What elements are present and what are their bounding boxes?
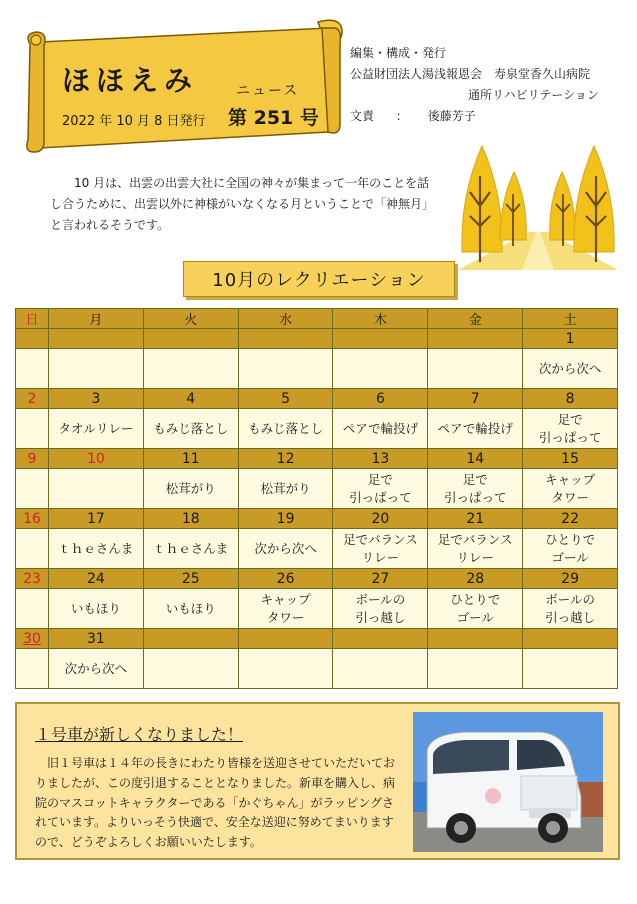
calendar-date (523, 629, 618, 649)
calendar-activity: 松茸がり (143, 469, 238, 509)
calendar-date (333, 329, 428, 349)
van-photo (413, 712, 603, 852)
issue-number: 第 251 号 (228, 107, 319, 129)
newsletter-title: ほほえみ (62, 64, 199, 97)
calendar-date (238, 629, 333, 649)
calendar-activity: ｔｈｅさんま (49, 529, 144, 569)
calendar-activity (523, 649, 618, 689)
calendar-activity: 足で 引っぱって (523, 409, 618, 449)
calendar-activity-row (16, 469, 618, 509)
calendar-activity (16, 349, 49, 389)
calendar-activity: 次から次へ (523, 349, 618, 389)
editor-label: 文責 (350, 109, 375, 123)
weekday-wed: 水 (238, 309, 333, 329)
calendar-date: 26 (238, 569, 333, 589)
weekday-thu: 木 (333, 309, 428, 329)
calendar-date: 12 (238, 449, 333, 469)
calendar-date (238, 329, 333, 349)
ginkgo-trees-illustration (458, 136, 618, 270)
calendar-activity-row (16, 529, 618, 569)
calendar-date: 18 (143, 509, 238, 529)
recreation-calendar (15, 308, 618, 689)
calendar-date: 21 (428, 509, 523, 529)
calendar-date: 7 (428, 389, 523, 409)
weekday-mon: 月 (49, 309, 144, 329)
calendar-activity-row (16, 349, 618, 389)
calendar-date (49, 329, 144, 349)
publisher-organization: 公益財団法人湯浅報恩会 寿泉堂香久山病院 (350, 67, 591, 81)
issue-date: 2022 年 10 月 8 日発行 (62, 114, 206, 129)
calendar-date-row (16, 509, 618, 529)
calendar-activity: キャップ タワー (523, 469, 618, 509)
calendar-activity: 松茸がり (238, 469, 333, 509)
calendar-activity (143, 349, 238, 389)
calendar-activity-row (16, 649, 618, 689)
calendar-date: 29 (523, 569, 618, 589)
calendar-date: 24 (49, 569, 144, 589)
calendar-date: 10 (49, 449, 144, 469)
calendar-date: 31 (49, 629, 144, 649)
calendar-activity: ひとりで ゴール (523, 529, 618, 569)
calendar-date: 14 (428, 449, 523, 469)
weekday-fri: 金 (428, 309, 523, 329)
intro-paragraph: 10 月は、出雲の出雲大社に全国の神々が集まって一年のことを話し合うために、出雲以外に神様がいなくなる月ということで「神無月」と言われるそうです。 (50, 176, 435, 232)
news-box (15, 702, 620, 860)
calendar-date: 1 (523, 329, 618, 349)
calendar-date: 27 (333, 569, 428, 589)
calendar-activity: 足で 引っぱって (333, 469, 428, 509)
calendar-date: 11 (143, 449, 238, 469)
calendar-body (16, 329, 618, 689)
newsletter-subtitle: ニュース (236, 83, 300, 99)
calendar-date-row (16, 329, 618, 349)
calendar-date (16, 329, 49, 349)
news-title: １号車が新しくなりました！ (35, 725, 244, 744)
calendar-date: 22 (523, 509, 618, 529)
calendar-date: 5 (238, 389, 333, 409)
calendar-activity: 足でバランス リレー (428, 529, 523, 569)
calendar-activity: キャップ タワー (238, 589, 333, 629)
recreation-title: 10月のレクリエーション (183, 261, 455, 297)
calendar-activity: 足でバランス リレー (333, 529, 428, 569)
calendar-weekday-row (16, 309, 618, 329)
editor-line (350, 106, 599, 127)
calendar-activity (333, 649, 428, 689)
calendar-activity: ボールの 引っ越し (333, 589, 428, 629)
calendar-date (143, 629, 238, 649)
calendar-activity (16, 649, 49, 689)
calendar-activity (16, 529, 49, 569)
calendar-activity: タオルリレー (49, 409, 144, 449)
calendar-date (143, 329, 238, 349)
calendar-activity: 次から次へ (238, 529, 333, 569)
masthead-scroll (22, 14, 344, 154)
news-body: 旧１号車は１４年の長きにわたり皆様を送迎させていただいておりましたが、この度引退することとなりました。新車を購入し、病院のマスコットキャラクターである「かぐちゃん」がラッピングされています。よりいっそう快適で、安全な送迎に努めてまいりますので、どうぞよろしくお願いいたします。 (35, 756, 396, 850)
weekday-sun: 日 (16, 309, 49, 329)
calendar-activity: ｔｈｅさんま (143, 529, 238, 569)
calendar-date (428, 329, 523, 349)
calendar-activity (16, 469, 49, 509)
weekday-sat: 土 (523, 309, 618, 329)
publisher-department: 通所リハビリテーション (468, 88, 599, 102)
calendar-date-row (16, 389, 618, 409)
calendar-activity: もみじ落とし (238, 409, 333, 449)
calendar-date-row (16, 629, 618, 649)
calendar-date: 20 (333, 509, 428, 529)
calendar-activity: 次から次へ (49, 649, 144, 689)
calendar-date: 17 (49, 509, 144, 529)
calendar-activity: ペアで輪投げ (428, 409, 523, 449)
calendar-activity (143, 649, 238, 689)
calendar-date: 15 (523, 449, 618, 469)
publisher-line1: 編集・構成・発行 (350, 46, 447, 60)
calendar-date (428, 629, 523, 649)
calendar-date: 2 (16, 389, 49, 409)
calendar-activity (428, 349, 523, 389)
editor-separator: ： (395, 109, 408, 123)
calendar-date: 19 (238, 509, 333, 529)
calendar-date: 23 (16, 569, 49, 589)
calendar-date-row (16, 569, 618, 589)
calendar-activity (333, 349, 428, 389)
calendar-activity (49, 469, 144, 509)
editor-name: 後藤芳子 (427, 109, 476, 123)
calendar-date: 28 (428, 569, 523, 589)
calendar-activity: いもほり (143, 589, 238, 629)
calendar-date: 9 (16, 449, 49, 469)
publisher-info (350, 43, 599, 127)
calendar-date: 4 (143, 389, 238, 409)
calendar-activity: ボールの 引っ越し (523, 589, 618, 629)
weekday-tue: 火 (143, 309, 238, 329)
calendar-activity-row (16, 409, 618, 449)
calendar-activity (16, 589, 49, 629)
calendar-activity: ひとりで ゴール (428, 589, 523, 629)
calendar-date: 8 (523, 389, 618, 409)
calendar-activity (16, 409, 49, 449)
calendar-date: 25 (143, 569, 238, 589)
calendar-date: 30 (16, 629, 49, 649)
calendar-date: 13 (333, 449, 428, 469)
calendar-activity (238, 649, 333, 689)
calendar-date: 16 (16, 509, 49, 529)
calendar-date: 3 (49, 389, 144, 409)
calendar-date (333, 629, 428, 649)
calendar-activity (428, 649, 523, 689)
calendar-activity: 足で 引っぱって (428, 469, 523, 509)
calendar-activity-row (16, 589, 618, 629)
calendar-activity: ペアで輪投げ (333, 409, 428, 449)
calendar-activity (238, 349, 333, 389)
calendar-activity: いもほり (49, 589, 144, 629)
calendar-activity: もみじ落とし (143, 409, 238, 449)
calendar-date-row (16, 449, 618, 469)
calendar-activity (49, 349, 144, 389)
calendar-date: 6 (333, 389, 428, 409)
